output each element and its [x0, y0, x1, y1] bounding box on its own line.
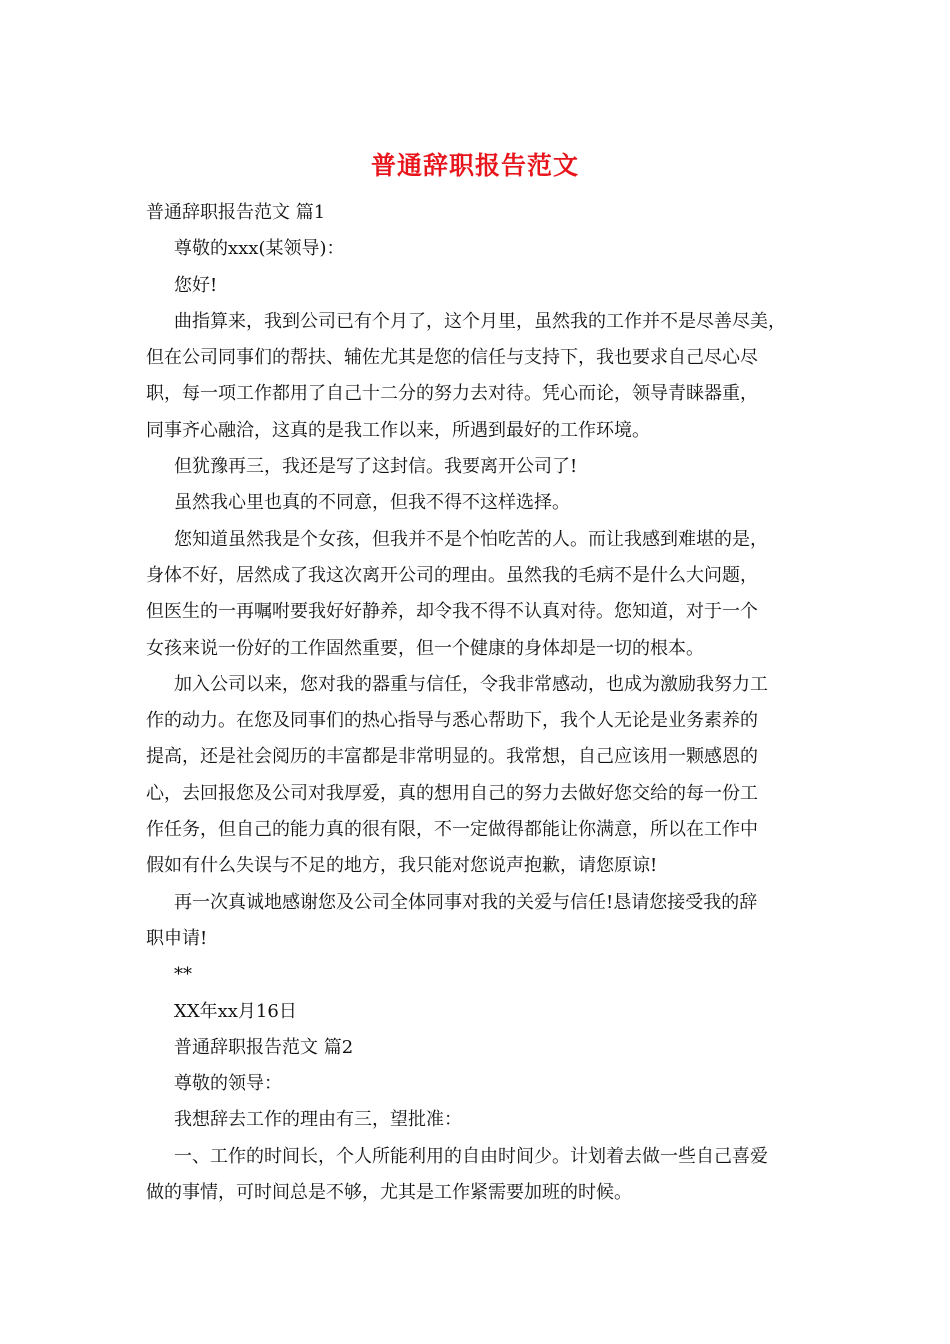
- salutation: 尊敬的xxx(某领导)：: [174, 238, 345, 260]
- paragraph-line: 假如有什么失误与不足的地方，我只能对您说声抱歉，请您原谅!: [146, 855, 658, 877]
- greeting: 您好!: [174, 274, 218, 296]
- section-heading: 普通辞职报告范文 篇1: [146, 202, 326, 223]
- paragraph-line: 作任务，但自己的能力真的很有限，不一定做得都能让你满意，所以在工作中: [146, 819, 758, 841]
- signature: **: [174, 964, 192, 986]
- paragraph-line: 再一次真诚地感谢您及公司全体同事对我的关爱与信任!恳请您接受我的辞: [174, 891, 758, 913]
- paragraph-line: 作的动力。在您及同事们的热心指导与悉心帮助下，我个人无论是业务素养的: [146, 710, 758, 732]
- paragraph-line: 职申请!: [146, 927, 208, 949]
- paragraph-line: 职，每一项工作都用了自己十二分的努力去对待。凭心而论，领导青睐器重，: [146, 383, 758, 405]
- salutation: 尊敬的领导：: [174, 1073, 282, 1095]
- paragraph-line: 曲指算来，我到公司已有个月了，这个月里，虽然我的工作并不是尽善尽美，: [174, 310, 786, 332]
- paragraph-line: 心，去回报您及公司对我厚爱，真的想用自己的努力去做好您交给的每一份工: [146, 782, 758, 804]
- paragraph-line: 但医生的一再嘱咐要我好好静养，却令我不得不认真对待。您知道，对于一个: [146, 601, 758, 623]
- document-body: [146, 195, 816, 1211]
- section-heading: 普通辞职报告范文 篇2: [174, 1036, 354, 1058]
- document-title: 普通辞职报告范文: [370, 151, 579, 180]
- paragraph-line: 加入公司以来，您对我的器重与信任，令我非常感动，也成为激励我努力工: [174, 673, 768, 695]
- paragraph-line: 但犹豫再三，我还是写了这封信。我要离开公司了!: [174, 456, 578, 478]
- paragraph-line: 身体不好，居然成了我这次离开公司的理由。虽然我的毛病不是什么大问题，: [146, 564, 758, 586]
- paragraph-line: 但在公司同事们的帮扶、辅佐尤其是您的信任与支持下，我也要求自己尽心尽: [146, 347, 758, 369]
- paragraph-line: 一、工作的时间长，个人所能利用的自由时间少。计划着去做一些自己喜爱: [174, 1145, 768, 1167]
- date: XX年xx月16日: [174, 1000, 297, 1022]
- paragraph-line: 提高，还是社会阅历的丰富都是非常明显的。我常想，自己应该用一颗感恩的: [146, 746, 758, 768]
- paragraph-line: 您知道虽然我是个女孩，但我并不是个怕吃苦的人。而让我感到难堪的是，: [174, 528, 768, 550]
- paragraph-line: 同事齐心融洽，这真的是我工作以来，所遇到最好的工作环境。: [146, 419, 650, 441]
- paragraph-line: 女孩来说一份好的工作固然重要，但一个健康的身体却是一切的根本。: [146, 637, 704, 659]
- paragraph-line: 虽然我心里也真的不同意，但我不得不这样选择。: [174, 492, 570, 514]
- paragraph-line: 做的事情，可时间总是不够，尤其是工作紧需要加班的时候。: [146, 1182, 632, 1204]
- paragraph-line: 我想辞去工作的理由有三，望批准：: [174, 1109, 462, 1131]
